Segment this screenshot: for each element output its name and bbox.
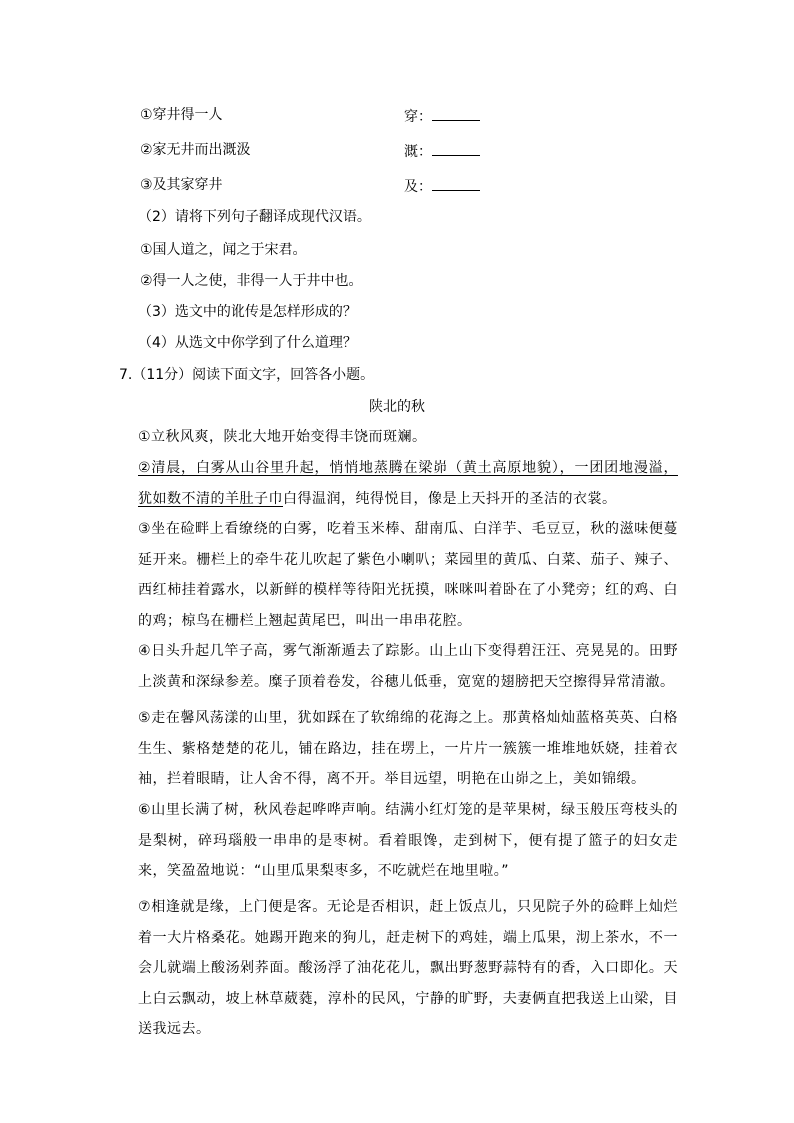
paragraph-2-underlined: ②清晨，白雾从山谷里升起，悄悄地蒸腾在梁峁（黄土高原地貌），一团团地漫溢，犹如数不清的羊肚子巾	[138, 460, 678, 507]
q6-blank-1[interactable]	[404, 106, 480, 126]
q7-header: 7.（11分）阅读下面文字，回答各小题。	[119, 367, 375, 383]
paragraph-1: ①立秋风爽，陕北大地开始变得丰饶而斑斓。	[138, 429, 427, 445]
paragraph-5: ⑤走在馨风荡漾的山里，犹如踩在了软绵绵的花海之上。那黄格灿灿蓝格英英、白格生生、紫格楚楚的花儿，铺在路边，挂在塄上，一片片一簇簇一堆堆地妖娆，挂着衣袖，拦着眼睛，让人舍不得，离不开。举目远望，明艳在山峁之上，美如锦缎。	[138, 710, 678, 787]
q6-item-2: ②家无井而出溉汲	[140, 142, 251, 158]
q6-blank-2[interactable]	[404, 141, 480, 161]
q6-sub2: （2）请将下列句子翻译成现代汉语。	[138, 209, 371, 225]
paragraph-6: ⑥山里长满了树，秋风卷起哗哗声响。结满小红灯笼的是苹果树，绿玉般压弯枝头的是梨树，碎玛瑙般一串串的是枣树。看着眼馋，走到树下，便有提了篮子的妇女走来，笑盈盈地说：“山里瓜果梨枣多，不吃就烂在地里啦。”	[138, 802, 678, 879]
q6-sentence-2: ②得一人之使，非得一人于井中也。	[140, 273, 363, 289]
paragraph-4: ④日头升起几竿子高，雾气渐渐遁去了踪影。山上山下变得碧汪汪、亮晃晃的。田野上淡黄和深绿参差。糜子顶着卷发，谷穗儿低垂，宽宽的翅膀把天空擦得异常清澈。	[138, 643, 678, 690]
q6-blank-3[interactable]	[404, 176, 480, 196]
answer-blank[interactable]	[432, 141, 480, 156]
q6-blank-1-label: 穿：	[404, 109, 432, 125]
q6-item-3: ③及其家穿井	[140, 177, 223, 193]
q6-sub3: （3）选文中的讹传是怎样形成的？	[138, 304, 357, 320]
q6-sub4: （4）从选文中你学到了什么道理？	[138, 335, 357, 351]
paragraph-2	[138, 453, 678, 514]
passage-title: 陕北的秋	[369, 399, 425, 415]
q6-item-1: ①穿井得一人	[140, 107, 223, 123]
paragraph-7: ⑦相逢就是缘，上门便是客。无论是否相识，赶上饭点儿，只见院子外的硷畔上灿烂着一大片格桑花。她踢开跑来的狗儿，赶走树下的鸡娃，端上瓜果，沏上茶水，不一会儿就端上酸汤剁荞面。酸汤浮了油花花儿，飘出野葱野蒜特有的香，入口即化。天上白云飘动，坡上林草葳蕤，淳朴的民风，宁静的旷野，夫妻俩直把我送上山梁，目送我远去。	[138, 899, 678, 1037]
paragraph-3: ③坐在硷畔上看缭绕的白雾，吃着玉米棒、甜南瓜、白洋芋、毛豆豆，秋的滋味便蔓延开来。栅栏上的牵牛花儿吹起了紫色小喇叭；菜园里的黄瓜、白菜、茄子、辣子、西红柿挂着露水，以新鲜的模样等待阳光抚摸，咪咪叫着卧在了小凳旁；红的鸡、白的鸡；椋鸟在栅栏上翘起黄尾巴，叫出一串串花腔。	[138, 521, 678, 629]
q6-sentence-1: ①国人道之，闻之于宋君。	[140, 242, 307, 258]
answer-blank[interactable]	[432, 176, 480, 191]
answer-blank[interactable]	[432, 106, 480, 121]
q6-blank-2-label: 溉：	[404, 144, 432, 160]
q6-blank-3-label: 及：	[404, 179, 432, 195]
paragraph-2-rest: 白得温润，纯得悦目，像是上天抖开的圣洁的衣裳。	[283, 490, 617, 507]
